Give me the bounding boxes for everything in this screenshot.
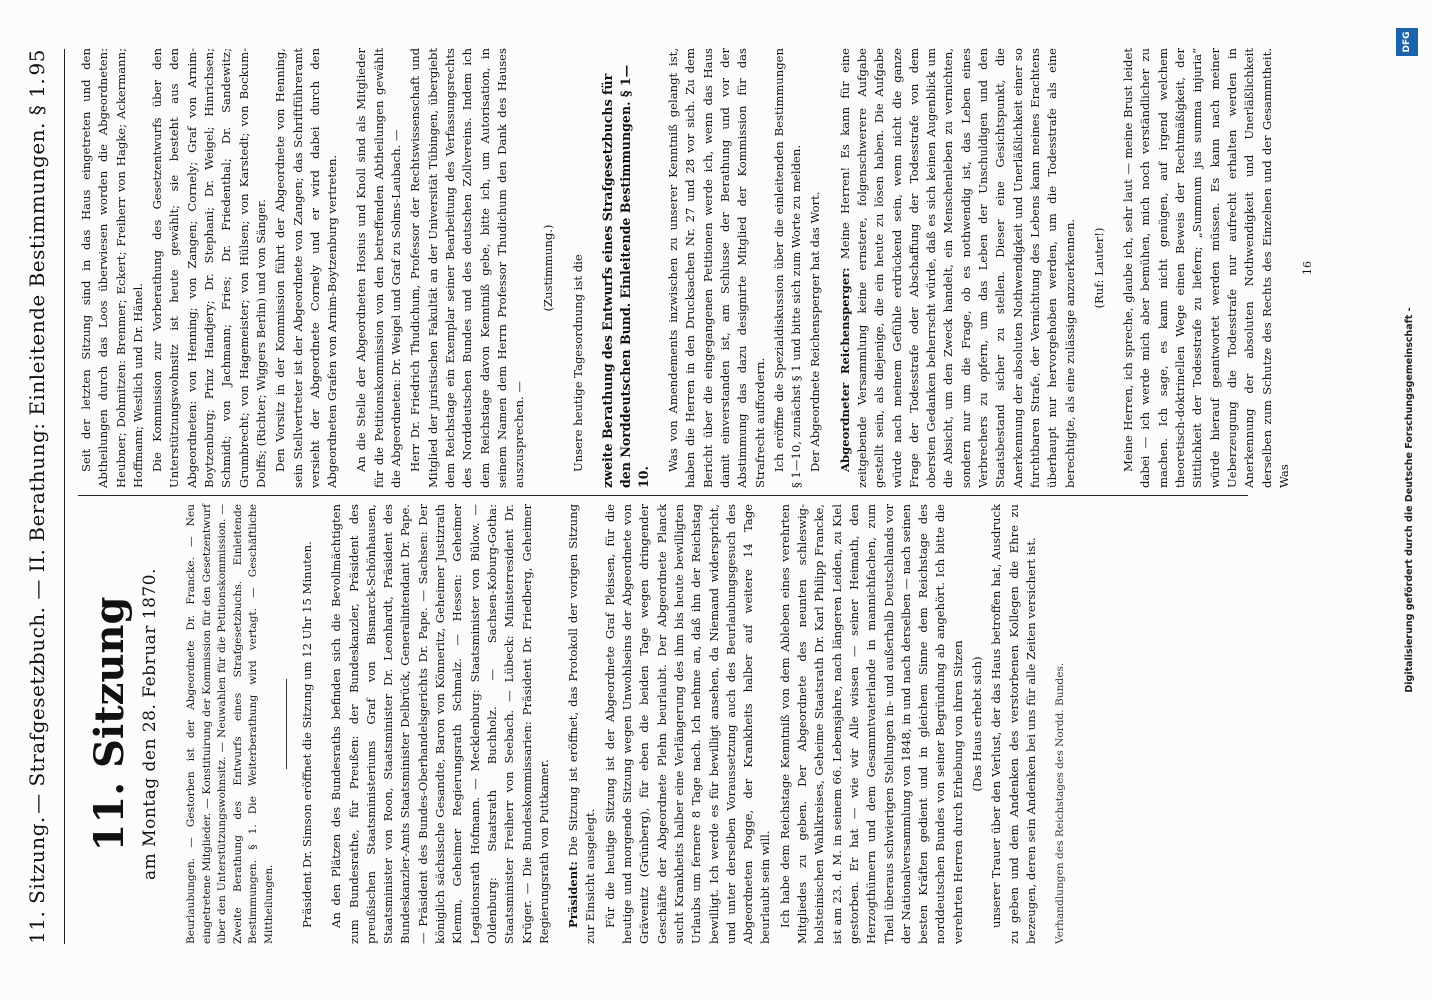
opening-paragraph: Präsident Dr. Simson eröffnet die Sitzung um 12 Uhr 15 Minuten. [300, 541, 314, 928]
new-members-paragraph: Seit der letzten Sitzung sind in das Haus eingetreten und den Abtheilungen durch das Loos überwiesen worden die Abgeordneten: Heubner; Dohmitzen: Brenmer; Eckert; Freiherr von Hagke; Ackermann; Hoffmann; Westlich und Dr. Hänel. [79, 48, 145, 488]
mourning-paragraph: unserer Trauer über den Verlust, der das Haus betroffen hat, Ausdruck zu geben und dem Andenken des verstorbenen Kollegen die Ehre zu bezeugen, deren sein Andenken bei uns für alle Zeiten versichert ist. [989, 504, 1038, 944]
session-date: am Montag den 28. Februar 1870. [140, 568, 160, 880]
speaker-label: Abgeordneter Reichensperger: [837, 267, 852, 472]
left-footer: Verhandlungen des Reichstages des Nordd. Bundes. [1054, 662, 1067, 944]
header-left: 11. Sitzung. [25, 816, 49, 944]
signature-number: 16 [1301, 261, 1315, 275]
digitization-credit: Digitalisierung gefördert durch die Deutsche Forschungsgemeinschaft - [1404, 307, 1415, 693]
header-rule [64, 49, 65, 944]
stage-note-louder: (Ruf: Lauter!) [1091, 227, 1106, 309]
continuation-paragraph: Meine Herren, ich spreche, glaube ich, sehr laut — meine Brust leidet dabei — ich werde mich aber bemühen, mich noch verständlicher zu machen. Ich sage, es kann nicht genügen, auf irgend welchem theoretisch-doktrinellen Wege einen Beweis der Rechtmäßigkeit, der Sittlichkeit der Todesstrafe zu liefern; „Summum jus summa injuria“ würde hierauf geantwortet werden müssen. Es kann nach meiner Ueberzeugung die Todesstrafe nur aufrecht erhalten werden in Anerkennung der absoluten Nothwendigkeit und Unerläßlichkeit derselben zum Schutze des Rechts des Einzelnen und der Gesammtheit. Was [1121, 48, 1291, 488]
commission-paragraph: Die Kommission zur Vorberathung des Gesetzentwurfs über den Unterstützungswohnsitz ist heute gewählt; sie besteht aus den Abgeordneten: von Henning; von Zangen; Cornely; Graf von Arnim-Boytzenburg; Prinz Handjery; Dr. Stephani; Dr. Weigel; Hinrichsen; Schmidt; von Jachmann; Fries; Dr. Friedenthal; Dr. Sandewitz; Grumbrecht; von Hagemeister; von Hülsen; von Karstedt; von Bockum-Dolffs; (Richter; Wiggers Berlin) und von Sänger. [150, 48, 268, 488]
bundesrath-paragraph: An den Plätzen des Bundesraths befinden sich die Bevollmächtigten zum Bundesrathe, für Preußen: der Bundeskanzler, Präsident des preußischen Staatsministeriums Graf von Bismarck-Schönhausen, Staatsminister von Roon, Staatsminister Dr. Leonhardt, Präsident des Bundeskanzler-Amts Staatsminister Delbrück, Generalintendant Dr. Pape. — Präsident des Bundes-Oberhandelsgerichts Dr. Pape. — Sachsen: Der königlich sächsische Gesandte, Baron von Könneritz, Geheimer Justizrath Klemm, Geheimer Regierungsrath Schmalz. — Hessen: Geheimer Legationsrath Hofmann. — Mecklenburg: Staatsminister von Bülow. — Oldenburg: Staatsrath Buchholz. — Sachsen-Koburg-Gotha: Staatsminister Freiherr von Seebach. — Lübeck: Ministerresident Dr. Krüger. — Die Bundeskommissarien: Präsident Dr. Friedberg, Geheimer Regierungsrath von Puttkamer. [329, 504, 551, 944]
reichensperger-paragraph [837, 48, 1079, 488]
dfg-logo: DFG [1396, 28, 1418, 56]
session-summary: Beurlaubungen. — Gestorben ist der Abgeordnete Dr. Francke. — Neu eingetretene Mitglieder. — Konstituirung der Kommission für den Gesetzentwurf über den Unterstützungswohnsitz. — Neuwahlen für die Petitionskommission. — Zweite Berathung des Entwurfs eines Strafgesetzbuchs. Einleitende Bestimmungen. § 1. Die Weiterberathung wird vertagt. — Geschäftliche Mittheilungen. [185, 504, 275, 944]
speaker-paragraph: Der Abgeordnete Reichensperger hat das Wort. [808, 191, 823, 472]
left-column [78, 504, 1248, 944]
president-text: Die Sitzung ist eröffnet, das Protokoll der vorigen Sitzung zur Einsicht ausgelegt. [566, 504, 598, 944]
summary-rule [286, 679, 287, 769]
discussion-paragraph: Ich eröffne die Spezialdiskussion über die einleitenden Bestimmungen § 1—10, zunächst § 1 und bitte sich zum Worte zu melden. [771, 48, 804, 488]
amendments-paragraph: Was von Amendements inzwischen zu unserer Kenntniß gelangt ist, haben die Herren in den Drucksachen Nr. 27 und 28 vor sich. Zu dem Bericht über die eingegangenen Petitionen werde ich, wenn das Haus damit einverstanden ist, am Schlusse der Berathung und vor der Abstimmung das dazu designirte Mitglied der Kommission für das Strafrecht auffordern. [666, 48, 767, 488]
column-divider [78, 495, 1248, 496]
chair-paragraph: Den Vorsitz in der Kommission führt der Abgeordnete von Henning, sein Stellvertreter ist der Abgeordnete von Zangen; das Schriftführeramt versieht der Abgeordnete Cornely und er wird dabei durch den Abgeordneten Grafen von Arnim-Boytzenburg vertreten. [273, 48, 340, 488]
page-header [12, 49, 62, 944]
header-title: — Strafgesetzbuch. — II. Berathung: Einleitende Bestimmungen. § 1. [25, 77, 49, 814]
agenda-intro: Unsere heutige Tagesordnung ist die [570, 254, 585, 472]
reichensperger-text: Meine Herren! Es kann für eine zeitgebende Versammlung keine ernstere, folgenschwerere Aufgabe gestellt sein, als diejenige, die ein heute zu lösen haben. Die Aufgabe würde nach meinem Gefühle erdrückend sein, wenn nicht die ganze Frage der Todesstrafe oder Abschaffung der Todesstrafe von dem obersten Gedanken beherrscht würde, daß es sich keinen Augenblick um die Absicht, um den Zweck handelt, ein Menschenleben zu vernichten, sondern nur um die Frage, ob es nothwendig ist, das Leben eines Verbrechers zu opfern, um das Leben der Unschuldigen und den Staatsbestand sicher zu stellen. Dieser eine Gesichtspunkt, die Anerkennung der absoluten Nothwendigkeit und Unerläßlichkeit einer so furchtbaren Strafe, der Vernichtung des Lebens kann meines Erachtens überhaupt nur hervorgehoben werden, um die Todesstrafe als eine berechtigte, als eine zulässige anzuerkennen. [837, 48, 1077, 488]
session-title: 11. Sitzung [86, 596, 133, 852]
right-column [78, 48, 1315, 488]
thudichum-paragraph: Herr Dr. Friedrich Thudichum, Professor der Rechtswissenschaft und Mitglied der juristischen Fakultät an der Universität Tübingen, übergiebt dem Reichstage ein Exemplar seiner Bearbeitung des Verfassungsrechts des Norddeutschen Bundes und des deutschen Zollvereins. Indem ich dem Reichstage davon Kenntniß gebe, bitte ich, um Autorisation, in seinem Namen dem Herrn Professor Thudichum den Dank des Hauses auszusprechen. — [408, 48, 527, 488]
president-paragraph [565, 504, 600, 944]
agenda-heading: zweite Berathung des Entwurfs eines Strafgesetzbuchs für den Norddeutschen Bund. Einleitende Bestimmungen. § 1—10. [600, 64, 652, 488]
stage-note-consent: (Zustimmung.) [541, 224, 556, 312]
petition-paragraph: An die Stelle der Abgeordneten Hosius und Knoll sind als Mitglieder für die Petitionskommission von den betreffenden Abtheilungen gewählt die Abgeordneten: Dr. Weigel und Graf zu Solms-Laubach. — [354, 48, 404, 488]
president-label: Präsident: [566, 861, 581, 928]
leave-paragraph: Für die heutige Sitzung ist der Abgeordnete Graf Pleissen, für die heutige und morgende Sitzung wegen Unwohlseins der Abgeordnete von Grävenitz (Grünberg), für eben die beiden Tage wegen dringender Geschäfte der Abgeordnete Plehn beurlaubt. Der Abgeordnete Planck sucht Krankheits halber eine Verlängerung des ihm bis heute bewilligten Urlaubs um fernere 8 Tage nach. Ich nehme an, daß ihn der Reichstag bewilligt. Ich werde es für bewilligt ansehen, da Niemand widerspricht, und unter derselben Voraussetzung auch des Beurlaubungsgesuch des Abgeordneten Pogge, der Krankheits halber auf weitere 14 Tage beurlaubt sein will. [602, 504, 773, 944]
obituary-paragraph: Ich habe dem Reichstage Kenntniß von dem Ableben eines verehrten Mitgliedes zu geben. Der Abgeordnete des neunten schleswig-holsteinischen Wahlkreises, Geheime Staatsrath Dr. Karl Philipp Francke, ist am 23. d. M. in seinem 66. Lebensjahre, nach längeren Leiden, zu Kiel gestorben. Er hat — wie wir Alle wissen — seiner Heimath, den Herzogthümern und dem Gesammtvaterlande in mannichfachen, zum Theil überaus schwierigen Stellungen in- und außerhalb Deutschlands vor der Nationalversammlung von 1848, in und nach derselben — nach seinen besten Kräften gedient und in gleichem Sinne dem Reichstage des norddeutschen Bundes von seiner Begründung ab angehört. Ich bitte die verehrten Herren durch Erhebung von ihren Sitzen [777, 504, 965, 944]
stage-note-rise: (Das Haus erhebt sich) [969, 656, 984, 792]
header-page-number: 95 [25, 49, 49, 76]
